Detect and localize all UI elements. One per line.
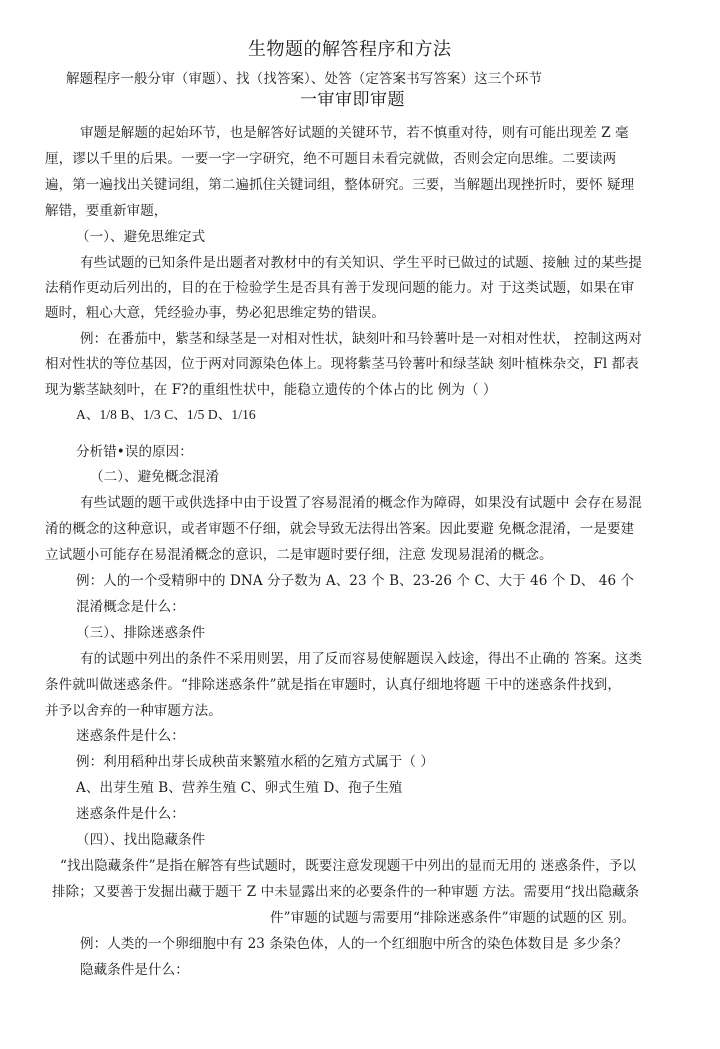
- question-prompt: 隐藏条件是什么：: [80, 962, 189, 978]
- paragraph-line: 厘，谬以千里的后果。一要一字一字研究，绝不可题目未看完就做，否则会定向思维。二要读两: [45, 151, 617, 167]
- document-title: 生物题的解答程序和方法: [248, 39, 452, 60]
- subheading-avoid-confusion: （二）、避免概念混淆: [90, 469, 220, 485]
- paragraph-line: 有的试题中列出的条件不采用则罢，用了反而容易使解题误入歧途，得出不止确的 答案。这类: [80, 651, 642, 667]
- paragraph-line: 立试题小可能存在易混淆概念的意识，二是审题时要仔细，注意 发现易混淆的概念。: [45, 547, 553, 563]
- analysis-prompt: 分析错•误的原因：: [76, 444, 193, 460]
- section-heading-shen: 一审审即审题: [300, 90, 405, 110]
- question-prompt: 迷惑条件是什么：: [76, 806, 185, 822]
- example-line: 例：人类的一个卵细胞中有 23 条染色体，人的一个红细胞中所含的染色体数目是 多少条？: [80, 936, 628, 952]
- subheading-avoid-fixed-thinking: （一）、避免思维定式: [76, 229, 206, 245]
- paragraph-line: 件”审题的试题与需要用“排除迷惑条件”审题的试题的区 别。: [270, 910, 636, 926]
- example-options: A、出芽生殖 B、营养生殖 C、卵式生殖 D、孢子生殖: [76, 780, 403, 796]
- paragraph-line: 条件就叫做迷惑条件。“排除迷惑条件”就是指在审题时，认真仔细地将题 干中的迷惑条件找到，: [45, 677, 621, 693]
- paragraph-line: 解错，要重新审题，: [45, 203, 168, 219]
- question-prompt: 迷惑条件是什么：: [76, 728, 185, 744]
- subheading-exclude-misleading: （三）、排除迷惑条件: [76, 625, 206, 641]
- paragraph-line: 有些试题的已知条件是出题者对教材中的有关知识、学生平时已做过的试题、接触 过的某些提: [80, 255, 642, 271]
- paragraph-line: 排除；又要善于发掘出藏于题干 Z 中未显露出来的必要条件的一种审题 方法。需要用“找出隐藏条: [52, 884, 640, 900]
- paragraph-line: “找出隐藏条件”是指在解答有些试题时，既要注意发现题干中列出的显而无用的 迷惑条件，予以: [60, 858, 636, 874]
- paragraph-line: 题时，粗心大意，凭经验办事，势必犯思维定势的错误。: [45, 305, 385, 321]
- paragraph-line: 并予以舍弃的一种审题方法。: [45, 703, 222, 719]
- intro-line: 解题程序一般分审（审题）、找（找答案）、处答（定答案书写答案）这三个环节: [66, 71, 543, 87]
- example-line: 例：在番茄中，紫茎和绿茎是一对相对性状，缺刻叶和马铃薯叶是一对相对性状， 控制这两对: [80, 331, 642, 347]
- paragraph-line: 淆的概念的这种意识，或者审题不仔细，就会导致无法得出答案。因此要避 免概念混淆，一是要建: [45, 521, 635, 537]
- example-line: 例：人的一个受精卵中的 DNA 分子数为 A、23 个 B、23-26 个 C、大于 46 个 D、 46 个: [76, 573, 635, 589]
- example-line: 相对性状的等位基因，位于两对同源染色体上。现将紫茎马铃薯叶和绿茎缺 刻叶植株杂交，Fl 都表: [45, 356, 639, 372]
- example-line: 例：利用稻种出芽长成秧苗来繁殖水稻的乞殖方式属于（ ）: [76, 754, 434, 770]
- question-prompt: 混淆概念是什么：: [76, 599, 185, 615]
- paragraph-line: 法稍作更动后列出的，目的在于检验学生是否具有善于发现问题的能力。对 于这类试题，如果在审: [45, 280, 635, 296]
- subheading-find-hidden: （四）、找出隐藏条件: [76, 832, 206, 848]
- example-line: 现为紫茎缺刻叶，在 F?的重组性状中，能稳立遗传的个体占的比 例为（ ）: [45, 382, 497, 398]
- paragraph-line: 有些试题的题干或供选择中由于设置了容易混淆的概念作为障碍，如果没有试题中 会存在易混: [80, 495, 642, 511]
- example-options: A、1/8 B、1/3 C、1/5 D、1/16: [76, 407, 256, 422]
- paragraph-line: 遍，第一遍找出关键词组，第二遍抓住关键词组，整体研究。三要，当解题出现挫折时，要怀 疑理: [45, 177, 635, 193]
- paragraph-line: 审题是解题的起始环节，也是解答好试题的关键环节，若不慎重对待，则有可能出现差 Z 毫: [80, 125, 629, 141]
